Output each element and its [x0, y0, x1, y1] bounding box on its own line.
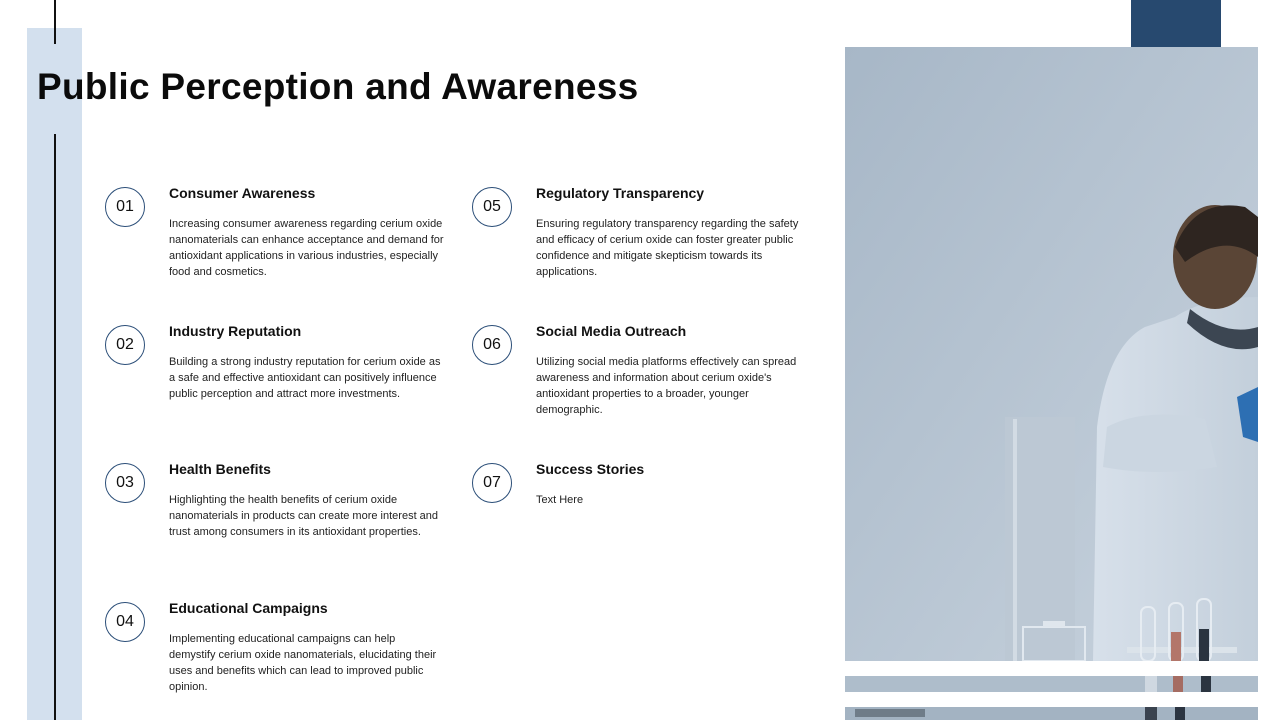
list-item-04	[116, 600, 469, 695]
vertical-rule-bottom	[54, 134, 56, 720]
number-badge: 03	[105, 463, 145, 503]
number-badge: 07	[472, 463, 512, 503]
item-heading: Educational Campaigns	[169, 600, 328, 616]
scientist-illustration	[845, 47, 1258, 661]
list-item-02	[116, 323, 469, 402]
number-badge: 05	[472, 187, 512, 227]
vertical-rule-top	[54, 0, 56, 44]
item-body: Ensuring regulatory transparency regarding the safety and efficacy of cerium oxide can foster greater public confidence and mitigate skepticism towards its applications.	[536, 218, 799, 278]
scientist-photo	[845, 47, 1258, 661]
accent-block	[1131, 0, 1221, 47]
list-item-03	[116, 461, 469, 540]
list-item-01	[116, 185, 469, 280]
item-heading: Consumer Awareness	[169, 185, 316, 201]
item-body: Building a strong industry reputation for cerium oxide as a safe and effective antioxidant can positively influence public perception and attract more investments.	[169, 356, 441, 400]
number-badge: 02	[105, 325, 145, 365]
number-badge: 01	[105, 187, 145, 227]
photo-strip-detail	[845, 676, 1258, 692]
item-body: Utilizing social media platforms effectively can spread awareness and information about cerium oxide's antioxidant properties to a broader, younger demographic.	[536, 356, 797, 416]
item-heading: Industry Reputation	[169, 323, 302, 339]
item-body: Text Here	[536, 494, 584, 506]
photo-strip	[845, 707, 1258, 720]
photo-strip-detail	[845, 707, 1258, 720]
list-item-06	[483, 323, 836, 418]
item-body: Increasing consumer awareness regarding cerium oxide nanomaterials can enhance acceptance and demand for antioxidant applications in various industries, especially food and cosmetics.	[169, 218, 444, 278]
item-heading: Health Benefits	[169, 461, 271, 477]
list-item-07	[483, 461, 836, 508]
number-badge: 04	[105, 602, 145, 642]
item-heading: Regulatory Transparency	[536, 185, 705, 201]
item-heading: Social Media Outreach	[536, 323, 687, 339]
photo-strip	[845, 676, 1258, 692]
item-body: Highlighting the health benefits of cerium oxide nanomaterials in products can create more interest and trust among consumers in its antioxidant properties.	[169, 494, 439, 538]
page-title: Public Perception and Awareness	[37, 66, 639, 107]
item-heading: Success Stories	[536, 461, 645, 477]
list-item-05	[483, 185, 836, 280]
item-body: Implementing educational campaigns can help demystify cerium oxide nanomaterials, elucidating their uses and benefits which can lead to improved public opinion.	[169, 633, 437, 693]
number-badge: 06	[472, 325, 512, 365]
